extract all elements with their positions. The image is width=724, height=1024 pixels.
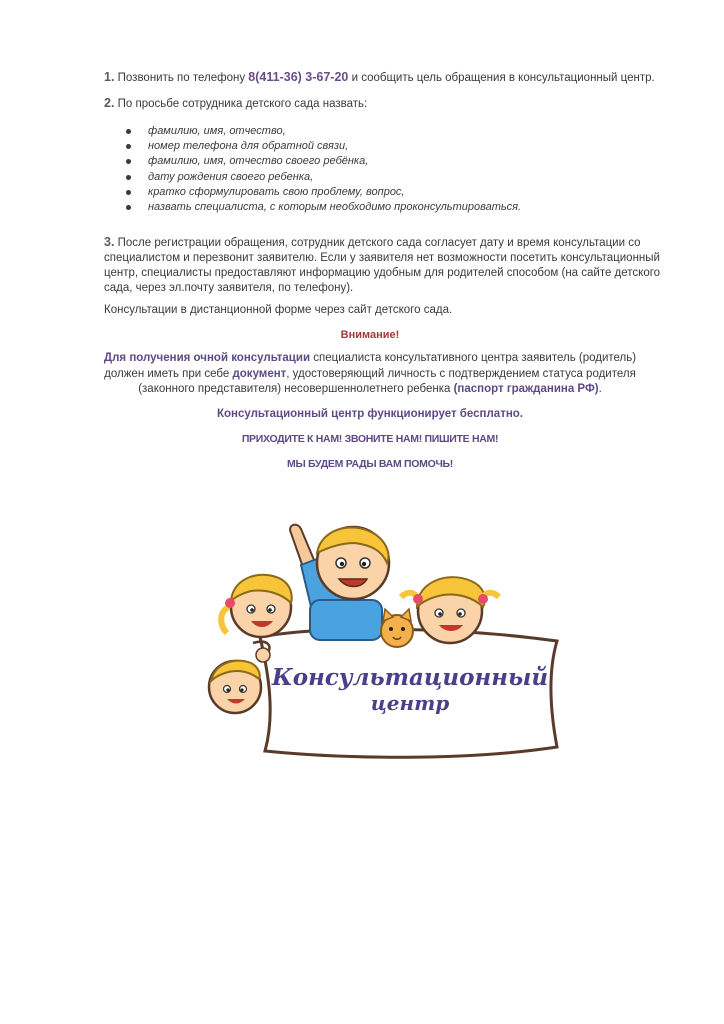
slogan-contact: ПРИХОДИТЕ К НАМ! ЗВОНИТЕ НАМ! ПИШИТЕ НАМ! [241,433,499,445]
phone-number[interactable]: 8(411-36) 3-67-20 [248,70,349,84]
bullet-icon [126,159,131,164]
notice-text-b: , удостоверяющий личность с подтверждением статуса родителя (законного представителя) несовершеннолетнего ребенка [138,367,636,395]
list-item: фамилию, имя, отчество, [104,124,624,139]
list-item: назвать специалиста, с которым необходимо проконсультироваться. [104,200,624,215]
step-2 [104,96,664,112]
notice-bold-a: Для получения очной консультации [103,352,311,364]
bullet-icon [126,175,131,180]
bullet-icon [126,144,131,149]
in-person-notice [90,351,650,398]
remote-consultation-note: Консультации в дистанционной форме через сайт детского сада. [104,304,453,316]
list-item: дату рождения своего ребенка, [104,170,624,185]
notice-bold-c: (паспорт гражданина РФ) [453,383,599,395]
bullet-icon [126,205,131,210]
boy-bottom-icon [209,661,261,713]
step-3 [104,235,664,296]
step-1-text-a: Позвонить по телефону [117,72,246,84]
banner-title-line1: Консультационный [271,664,549,691]
slogan-help: МЫ БУДЕМ РАДЫ ВАМ ПОМОЧЬ! [287,458,453,470]
step-1 [104,70,664,86]
boy-icon [290,525,389,640]
step-3-text: После регистрации обращения, сотрудник детского сада согласует дату и время консультации со специалистом и перезвонит заявителю. Если у заявителя нет возможности посетить консультационный центр, специалисты предоставляют информацию удобным для родителей способом (на сайте детского сада, через эл.почту заявителя, по телефону). [104,237,661,294]
list-item: кратко сформулировать свою проблему, вопрос, [104,185,624,200]
attention-heading: Внимание! [340,329,400,341]
step-1-text-b: и сообщить цель обращения в консультационный центр. [351,72,655,84]
list-item: фамилию, имя, отчество своего ребёнка, [104,154,624,169]
cat-icon [381,609,413,647]
step-1-number: 1. [104,70,115,84]
consultation-center-illustration [205,515,570,765]
step-2-number: 2. [104,96,115,110]
free-service-note: Консультационный центр функционирует бесплатно. [217,408,523,420]
step-3-number: 3. [104,235,115,249]
bullet-icon [126,190,131,195]
notice-text-a: специалиста консультативного центра заявитель (родитель) должен иметь при себе [104,352,637,380]
step-2-text: По просьбе сотрудника детского сада назвать: [117,98,368,110]
notice-text-c: . [598,383,602,395]
banner-title-line2: центр [370,691,450,715]
list-item: номер телефона для обратной связи, [104,139,624,154]
notice-bold-b: документ [232,367,287,380]
bullet-icon [126,129,131,134]
required-info-list [104,124,624,215]
